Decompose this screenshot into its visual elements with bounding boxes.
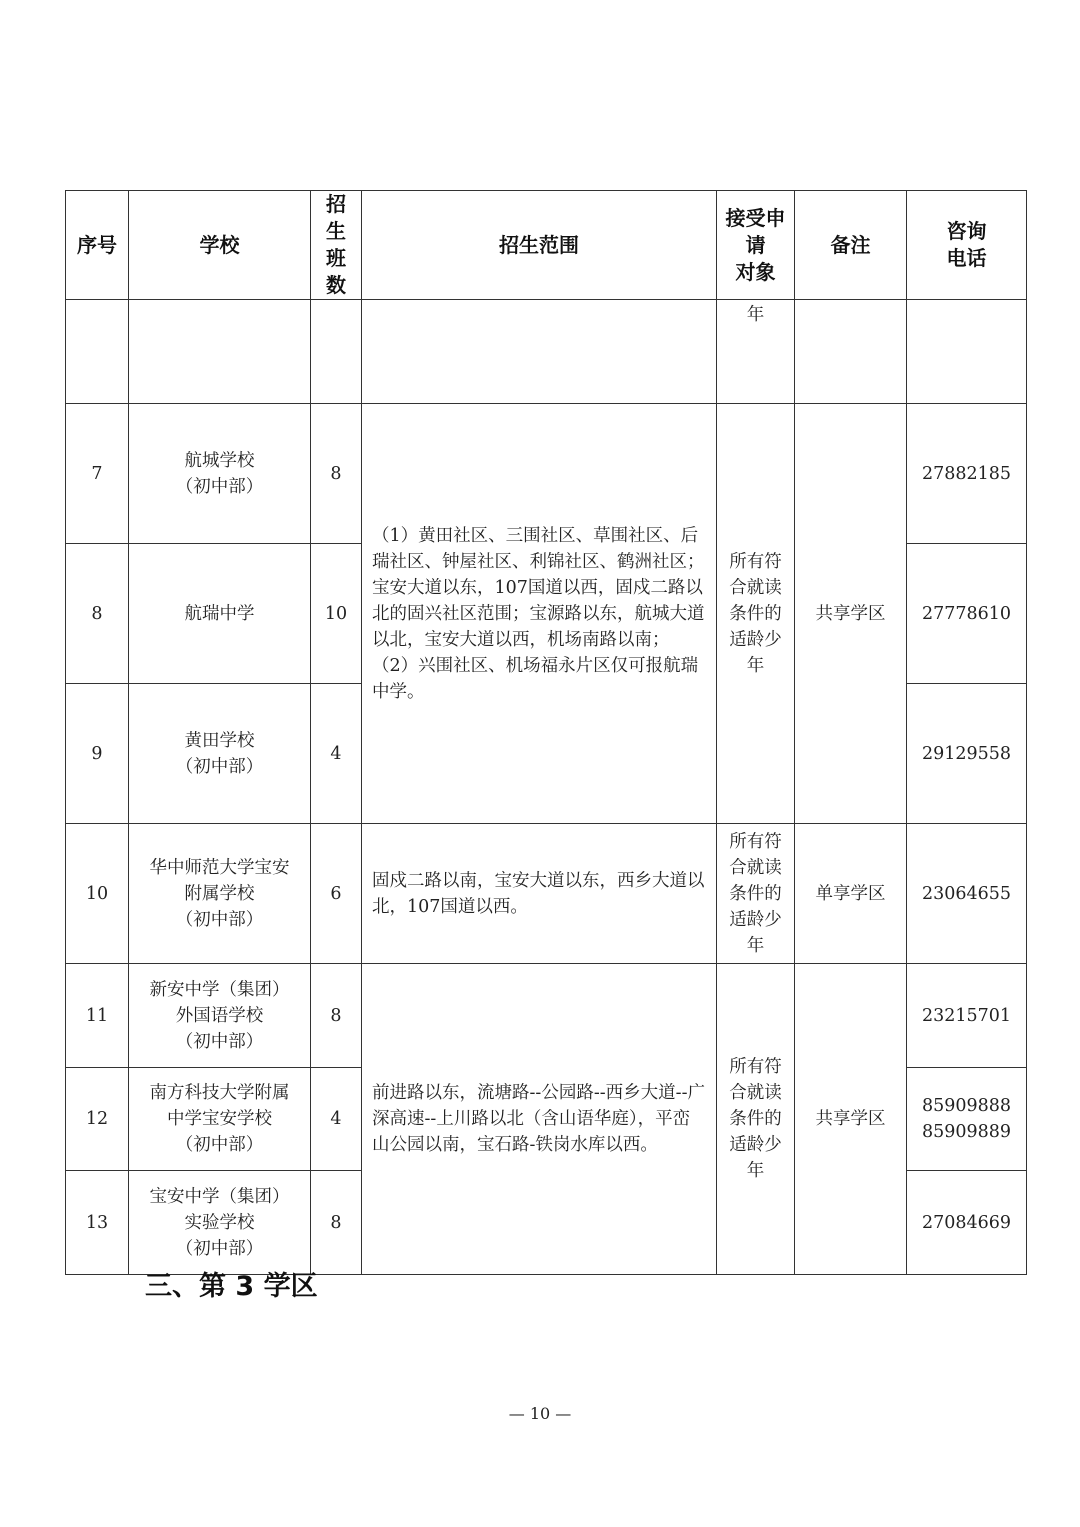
admission-table: [65, 190, 1027, 1275]
cell-empty: [66, 300, 129, 404]
page-number: — 10 —: [508, 1404, 572, 1423]
cell-applicants: 所有符 合就读 条件的 适龄少 年: [717, 824, 795, 964]
section-heading: 三、第 3 学区: [145, 1271, 318, 1302]
cell-classes: 4: [311, 1068, 362, 1171]
cell-empty: [311, 300, 362, 404]
cell-classes: 8: [311, 1171, 362, 1275]
header-range: 招生范围: [362, 191, 717, 300]
cell-phone: 85909888 85909889: [907, 1068, 1027, 1171]
cell-index: 7: [66, 404, 129, 544]
table-row-continuation: [66, 300, 1027, 404]
cell-empty: [362, 300, 717, 404]
cell-school: 航城学校 （初中部）: [129, 404, 311, 544]
header-school: 学校: [129, 191, 311, 300]
cell-applicants: 所有符 合就读 条件的 适龄少 年: [717, 404, 795, 824]
cell-school: 南方科技大学附属 中学宝安学校 （初中部）: [129, 1068, 311, 1171]
cell-index: 10: [66, 824, 129, 964]
cell-empty: [795, 300, 907, 404]
cell-school: 宝安中学（集团） 实验学校 （初中部）: [129, 1171, 311, 1275]
cell-range: 前进路以东，流塘路--公园路--西乡大道--广深高速--上川路以北（含山语华庭），平峦山公园以南，宝石路-铁岗水库以西。: [362, 964, 717, 1275]
cell-range: （1）黄田社区、三围社区、草围社区、后瑞社区、钟屋社区、利锦社区、鹤洲社区；宝安大道以东，107国道以西，固戍二路以北的固兴社区范围；宝源路以东，航城大道以北，宝安大道以西，机场南路以南； （2）兴围社区、机场福永片区仅可报航瑞中学。: [362, 404, 717, 824]
cell-classes: 8: [311, 404, 362, 544]
cell-school: 新安中学（集团） 外国语学校 （初中部）: [129, 964, 311, 1068]
table-row: [66, 824, 1027, 964]
header-note: 备注: [795, 191, 907, 300]
cell-index: 8: [66, 544, 129, 684]
cell-range: 固戍二路以南，宝安大道以东，西乡大道以北，107国道以西。: [362, 824, 717, 964]
cell-classes: 6: [311, 824, 362, 964]
cell-school: 华中师范大学宝安 附属学校 （初中部）: [129, 824, 311, 964]
cell-applicants-continued: 年: [717, 300, 795, 404]
cell-empty: [907, 300, 1027, 404]
cell-school: 黄田学校 （初中部）: [129, 684, 311, 824]
cell-phone: 23064655: [907, 824, 1027, 964]
cell-note: 共享学区: [795, 964, 907, 1275]
cell-index: 11: [66, 964, 129, 1068]
cell-phone: 27084669: [907, 1171, 1027, 1275]
table-header-row: [66, 191, 1027, 300]
cell-phone: 27778610: [907, 544, 1027, 684]
cell-index: 12: [66, 1068, 129, 1171]
cell-note: 单享学区: [795, 824, 907, 964]
cell-phone: 27882185: [907, 404, 1027, 544]
header-applicants: 接受申 请 对象: [717, 191, 795, 300]
cell-phone: 29129558: [907, 684, 1027, 824]
cell-empty: [129, 300, 311, 404]
header-index: 序号: [66, 191, 129, 300]
table-row: [66, 404, 1027, 544]
cell-phone: 23215701: [907, 964, 1027, 1068]
cell-applicants: 所有符 合就读 条件的 适龄少 年: [717, 964, 795, 1275]
cell-note: 共享学区: [795, 404, 907, 824]
header-phone: 咨询 电话: [907, 191, 1027, 300]
cell-index: 9: [66, 684, 129, 824]
cell-classes: 8: [311, 964, 362, 1068]
cell-classes: 4: [311, 684, 362, 824]
cell-classes: 10: [311, 544, 362, 684]
header-classes: 招生 班数: [311, 191, 362, 300]
table-row: [66, 964, 1027, 1068]
cell-school: 航瑞中学: [129, 544, 311, 684]
cell-index: 13: [66, 1171, 129, 1275]
